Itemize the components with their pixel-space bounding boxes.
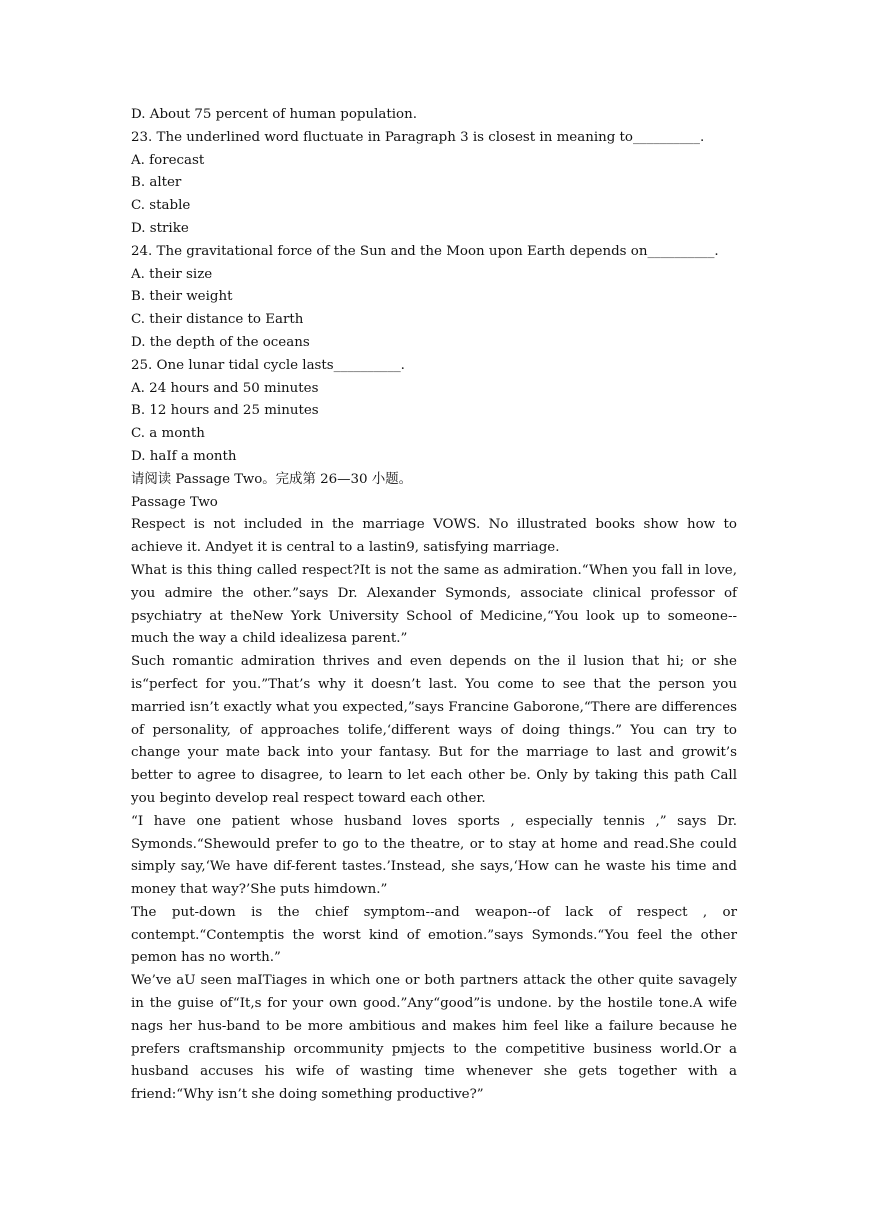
option-22d: D. About 75 percent of human population. [131,107,418,122]
passage-paragraph-4: “I have one patient whose husband loves sports , especially tennis ,” says Dr. Symonds.“Shewould prefer to go to the theatre, or to stay at home and read.She could simply say,‘We have dif-ferent tastes.’Instead, she says,‘How can he waste his time and money that way?’She puts himdown.” [131,813,737,898]
passage-instruction: 请阅读 Passage Two。完成第 26—30 小题。 [131,471,412,487]
option-24b: B. their weight [131,289,233,305]
option-23b: B. alter [131,175,182,191]
option-24d: D. the depth of the oceans [131,334,310,350]
option-23c: C. stable [131,198,191,214]
passage-paragraph-6: We’ve aU seen maITiages in which one or both partners attack the other quite savagely in the guise of“It,s for your own good.”Any“good”is undone. by the hostile tone.A wife nags her hus-band to be more ambitious and makes him feel like a failure because he prefers craftsmanship orcommunity pmjects to the competitive business world.Or a husband accuses his wife of wasting time whenever she gets together with a friend:“Why isn’t she doing something productive?” [131,973,737,1103]
option-25d: D. haIf a month [131,448,237,464]
option-25a: A. 24 hours and 50 minutes [131,380,319,396]
option-24a: A. their size [131,266,213,282]
question-23: 23. The underlined word fluctuate in Paragraph 3 is closest in meaning to__________. [131,129,705,145]
question-24: 24. The gravitational force of the Sun and the Moon upon Earth depends on__________. [131,243,719,259]
option-23d: D. strike [131,220,189,236]
document-page [131,104,737,1107]
option-23a: A. forecast [131,152,205,168]
passage-paragraph-5: The put-down is the chief symptom--and weapon--of lack of respect , or contempt.“Contemptis the worst kind of emotion.”says Symonds.“You feel the other pemon has no worth.” [131,904,737,966]
option-25b: B. 12 hours and 25 minutes [131,403,319,419]
option-24c: C. their distance to Earth [131,312,304,328]
passage-paragraph-3: Such romantic admiration thrives and even depends on the il lusion that hi; or she is“perfect for you.”That’s why it doesn’t last. You come to see that the person you married isn’t exactly what you expected,”says Francine Gaborone,“There are differences of personality, of approaches tolife,‘different ways of doing things.” You can try to change your mate back into your fantasy. But for the marriage to last and growit’s better to agree to disagree, to learn to let each other be. Only by taking this path Call you beginto develop real respect toward each other. [131,654,737,806]
question-25: 25. One lunar tidal cycle lasts__________. [131,357,405,373]
questions-block [131,104,737,514]
option-25c: C. a month [131,426,205,442]
passage-body [131,514,737,1107]
passage-title: Passage Two [131,494,218,510]
passage-paragraph-1: Respect is not included in the marriage VOWS. No illustrated books show how to achieve it. Andyet it is central to a lastin9, satisfying marriage. [131,517,737,556]
passage-paragraph-2: What is this thing called respect?It is not the same as admiration.“When you fall in love, you admire the other.”says Dr. Alexander Symonds, associate clinical professor of psychiatry at theNew York University School of Medicine,“You look up to someone--much the way a child idealizesa parent.” [131,562,737,647]
